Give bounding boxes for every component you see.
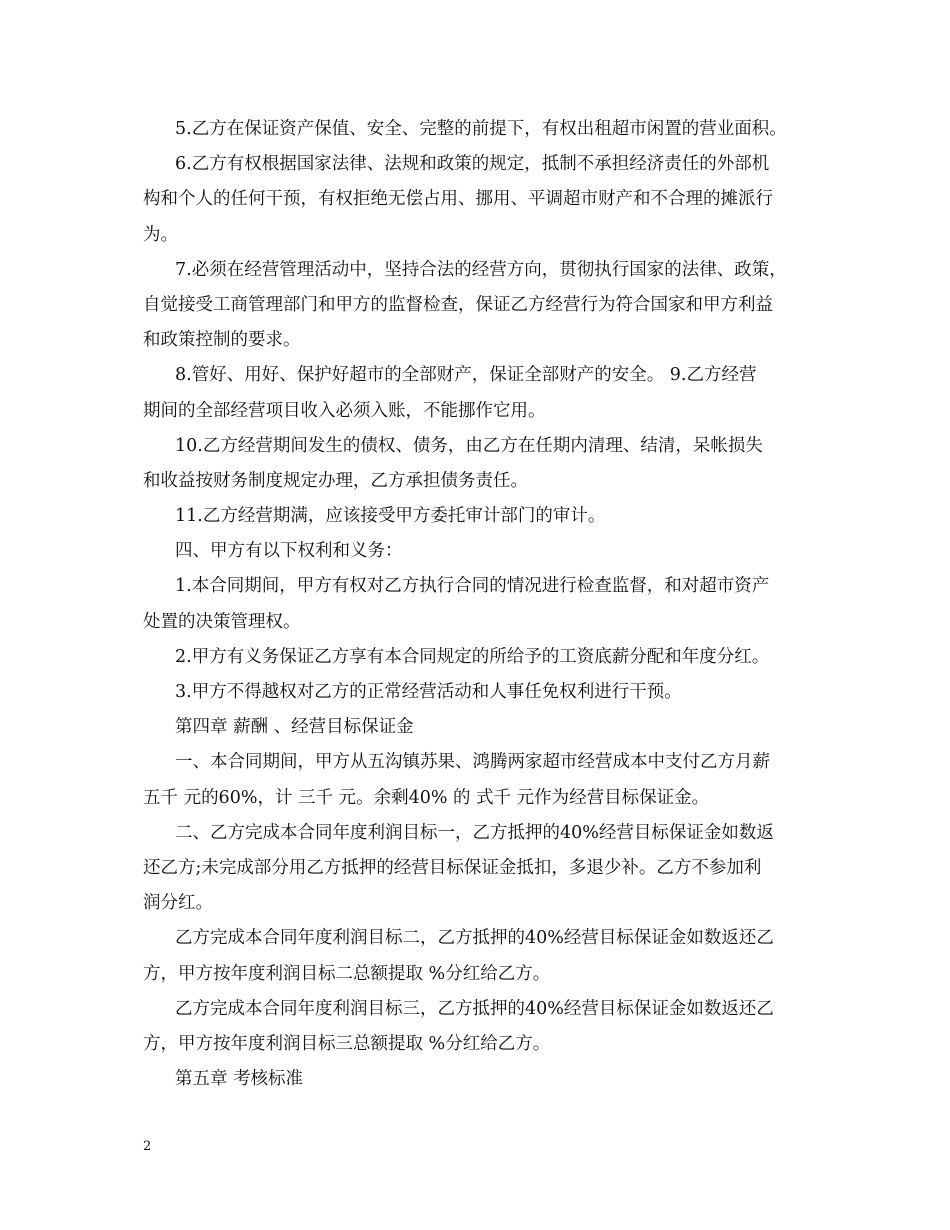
text-line: 期间的全部经营项目收入必须入账，不能挪作它用。 bbox=[143, 400, 546, 421]
text-line: 方，甲方按年度利润目标三总额提取 %分红给乙方。 bbox=[143, 1033, 551, 1054]
text-line: 还乙方;未完成部分用乙方抵押的经营目标保证金抵扣，多退少补。乙方不参加利 bbox=[143, 857, 762, 878]
text-line: 四、甲方有以下权利和义务： bbox=[175, 541, 403, 562]
paragraph-item-6 bbox=[143, 147, 823, 253]
paragraph-party-a-2 bbox=[143, 640, 823, 675]
text-line: 五千 元的60%，计 三千 元。余剩40% 的 式千 元作为经营目标保证金。 bbox=[143, 787, 710, 808]
text-line: 和政策控制的要求。 bbox=[143, 330, 301, 351]
document-body bbox=[143, 112, 823, 1097]
page-number: 2 bbox=[143, 1139, 152, 1154]
paragraph-item-10 bbox=[143, 429, 823, 499]
paragraph-profit-target-2 bbox=[143, 921, 823, 991]
text-line: 乙方完成本合同年度利润目标二，乙方抵押的40%经营目标保证金如数返还乙 bbox=[175, 928, 774, 949]
text-line: 第四章 薪酬 、经营目标保证金 bbox=[175, 717, 414, 738]
paragraph-party-a-3 bbox=[143, 675, 823, 710]
text-line: 7.必须在经营管理活动中，坚持合法的经营方向，贯彻执行国家的法律、政策， bbox=[175, 259, 787, 280]
paragraph-profit-target-3 bbox=[143, 992, 823, 1062]
text-line: 1.本合同期间，甲方有权对乙方执行合同的情况进行检查监督，和对超市资产 bbox=[175, 576, 770, 597]
text-line: 8.管好、用好、保护好超市的全部财产，保证全部财产的安全。 9.乙方经营 bbox=[175, 365, 757, 386]
text-line: 第五章 考核标准 bbox=[175, 1069, 304, 1090]
paragraph-salary-1 bbox=[143, 745, 823, 815]
paragraph-party-a-1 bbox=[143, 569, 823, 639]
text-line: 2.甲方有义务保证乙方享有本合同规定的所给予的工资底薪分配和年度分红。 bbox=[175, 646, 770, 667]
paragraph-item-7 bbox=[143, 253, 823, 359]
paragraph-item-8-9 bbox=[143, 358, 823, 428]
text-line: 5.乙方在保证资产保值、安全、完整的前提下，有权出租超市闲置的营业面积。 bbox=[175, 119, 787, 139]
text-line: 构和个人的任何干预，有权拒绝无偿占用、挪用、平调超市财产和不合理的摊派行 bbox=[143, 189, 773, 210]
chapter-heading-4 bbox=[143, 710, 823, 745]
paragraph-item-5 bbox=[143, 112, 823, 147]
text-line: 为。 bbox=[143, 224, 178, 245]
text-line: 6.乙方有权根据国家法律、法规和政策的规定，抵制不承担经济责任的外部机 bbox=[175, 154, 770, 175]
text-line: 处置的决策管理权。 bbox=[143, 611, 301, 632]
text-line: 自觉接受工商管理部门和甲方的监督检查，保证乙方经营行为符合国家和甲方利益 bbox=[143, 294, 773, 315]
text-line: 一、本合同期间，甲方从五沟镇苏果、鸿腾两家超市经营成本中支付乙方月薪 bbox=[175, 752, 770, 773]
text-line: 11.乙方经营期满，应该接受甲方委托审计部门的审计。 bbox=[175, 506, 606, 527]
paragraph-item-11 bbox=[143, 499, 823, 534]
chapter-heading-5 bbox=[143, 1062, 823, 1097]
section-heading-party-a-rights bbox=[143, 534, 823, 569]
text-line: 二、乙方完成本合同年度利润目标一，乙方抵押的40%经营目标保证金如数返 bbox=[175, 822, 774, 843]
paragraph-salary-2 bbox=[143, 816, 823, 922]
text-line: 3.甲方不得越权对乙方的正常经营活动和人事任免权利进行干预。 bbox=[175, 682, 682, 702]
text-line: 方，甲方按年度利润目标二总额提取 %分红给乙方。 bbox=[143, 963, 551, 984]
text-line: 和收益按财务制度规定办理，乙方承担债务责任。 bbox=[143, 470, 528, 491]
text-line: 乙方完成本合同年度利润目标三，乙方抵押的40%经营目标保证金如数返还乙 bbox=[175, 998, 774, 1019]
text-line: 润分红。 bbox=[143, 893, 213, 914]
text-line: 10.乙方经营期间发生的债权、债务，由乙方在任期内清理、结清，呆帐损失 bbox=[175, 435, 763, 456]
